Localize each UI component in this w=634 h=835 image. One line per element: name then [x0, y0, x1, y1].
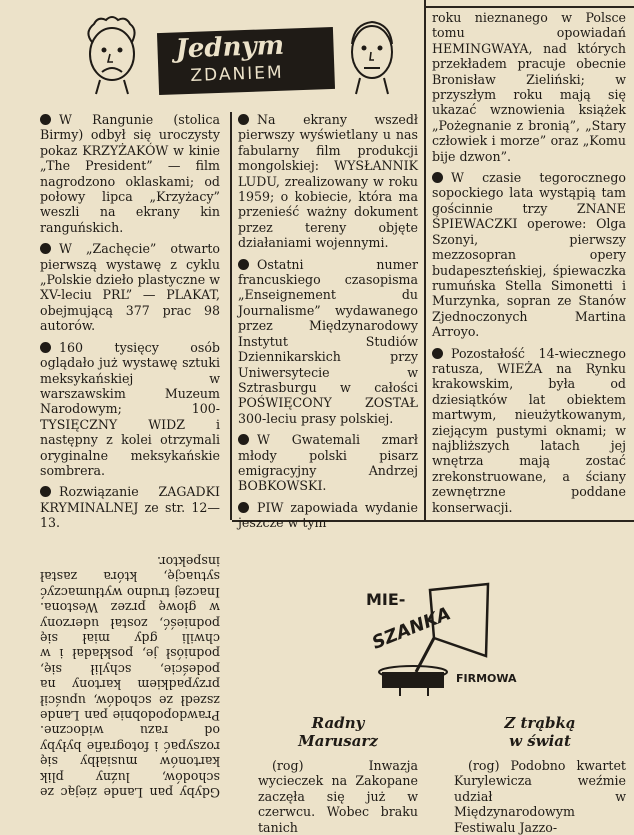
news-item	[40, 484, 220, 530]
title-line-2: ZDANIEM	[190, 62, 284, 86]
news-text: Pozostałość 14-wiecznego ratusza, WIEŻA na Rynku krakowskim, była od dziesiątków lat obiektem martwym, nieużytkowanym, ziejącym pustymi oknami; w najbliższych latach jej wnętrza mają zostać zrekonstruowane, a ściany zewnętrzne poddane konserwacji.	[432, 345, 626, 515]
article-title	[454, 714, 626, 750]
title-line: w świat	[509, 732, 571, 750]
bullet-icon	[40, 243, 51, 254]
news-item	[40, 241, 220, 333]
news-item	[432, 170, 626, 339]
article-z-trabka	[454, 714, 626, 835]
bullet-icon	[432, 172, 443, 183]
bullet-icon	[40, 486, 51, 497]
news-item	[238, 257, 418, 426]
news-item	[432, 346, 626, 515]
column-3	[432, 10, 626, 515]
title-line-1: Jednym	[175, 30, 285, 65]
news-text: Ostatni numer francuskiego czasopisma „Enseignement du Journalisme” wydawanego przez Międzynarodowy Instytut Studiów Dziennikarskich przy Uniwersytecie w Sztrasburgu w całości POŚWIĘCONY ZOSTAŁ 300-leciu prasy polskiej.	[238, 256, 418, 426]
column-1	[40, 112, 220, 537]
title-line: Z trąbką	[504, 714, 576, 732]
article-body: (rog) Podobno kwartet Kurylewicza weźmie udział w Międzynarodowym Festiwalu Jazzo-	[454, 758, 626, 835]
mieszanka-logo	[360, 580, 517, 700]
top-rule-right	[424, 6, 634, 8]
column-2	[238, 112, 418, 531]
column-rule-2	[424, 0, 426, 520]
bullet-icon	[40, 114, 51, 125]
news-item-continued	[432, 10, 626, 164]
news-text: PIW zapowiada wydanie jeszcze w tym	[238, 499, 418, 531]
news-item	[40, 340, 220, 479]
title-line: Marusarz	[298, 732, 378, 750]
bullet-icon	[238, 114, 249, 125]
logo-text-3: FIRMOWA	[456, 672, 517, 685]
article-radny-marusarz	[258, 714, 418, 835]
bullet-icon	[238, 259, 249, 270]
news-text: W Rangunie (stolica Birmy) odbył się uroczysty pokaz KRZYŻAKÓW w kinie „The President” — film nagrodzono oklaskami; od połowy lipca „Krzyżacy” weszli na ekrany kin ranguńskich.	[40, 112, 220, 235]
news-item	[238, 432, 418, 494]
news-item	[238, 112, 418, 251]
news-text: W Gwatemali zmarł młody polski pisarz emigracyjny Andrzej BOBKOWSKI.	[238, 432, 418, 494]
news-text: W czasie tegorocznego sopockiego lata wystąpią tam gościnnie trzy ZNANE ŚPIEWACZKI operowe: Olga Szonyi, pierwszy mezzosopran opery budapeszteńskiej, śpiewaczka rumuńska Stella Simonetti i Murzynka, sopran ze Stanów Zjednoczonych Martina Arroyo.	[432, 170, 626, 340]
article-body: (rog) Inwazja wycieczek na Zakopane zaczęła się już w czerwcu. Wobec braku tanich	[258, 758, 418, 835]
news-text: Na ekrany wszedł pierwszy wyświetlany u nas fabularny film produkcji mongolskiej: WYSŁANNIK LUDU, zrealizowany w roku 1959; o kobiecie, która ma przenieść ważny dokument przez tereny objęte działaniami wojennymi.	[238, 112, 418, 251]
puzzle-answer-upside-down: Gdyby pan Lande ziejąc ze schodów, luźny plik kartonów musiałby się rozsypać i fotografie byłyby od razu widoczne. Prawdopodobnie pan Lande zszedł ze schodów, upuścił przypadkiem kartony na podeście, schylił się, podniósł je, poskładał i w chwili gdy miał się podnieść, został uderzony w głowę przez Westona. Inaczej trudno wytłumaczyć sytuację, która zastał inspektor.	[40, 553, 220, 800]
news-text: Rozwiązanie ZAGADKI KRYMINALNEJ ze str. 12—13.	[40, 484, 220, 531]
news-item	[40, 112, 220, 235]
bullet-icon	[432, 348, 443, 359]
sad-face-icon	[80, 14, 144, 98]
neutral-face-icon	[342, 14, 402, 98]
news-text: 160 tysięcy osób oglądało już wystawę sztuki meksykańskiej w warszawskim Muzeum Narodowym; 100-TYSIĘCZNY WIDZ i następny z kolei otrzymali oryginalne meksykańskie sombrera.	[40, 339, 220, 478]
bullet-icon	[238, 502, 249, 513]
news-text: W „Zachęcie” otwarto pierwszą wystawę z cyklu „Polskie dzieło plastyczne w XV-leciu PRL” — PLAKAT, obejmującą 377 prac 98 autorów.	[40, 241, 220, 334]
bullet-icon	[238, 434, 249, 445]
logo-text-1: MIE-	[366, 590, 406, 609]
column-rule-1	[230, 112, 232, 520]
title-line: Radny	[311, 714, 365, 732]
header-banner	[80, 8, 410, 108]
title-banner	[157, 27, 335, 95]
news-item	[238, 500, 418, 531]
logo-text-2: SZANKA	[369, 603, 454, 654]
news-text: roku nieznanego w Polsce tomu opowiadań HEMINGWAYA, nad których przekładem pracuje obecnie Bronisław Zieliński; w przyszłym roku mają się ukazać wznowienia książek „Pożegnanie z bronią”, „Stary człowiek i morze” oraz „Komu bije dzwon”.	[432, 10, 626, 164]
article-title	[258, 714, 418, 750]
bullet-icon	[40, 342, 51, 353]
